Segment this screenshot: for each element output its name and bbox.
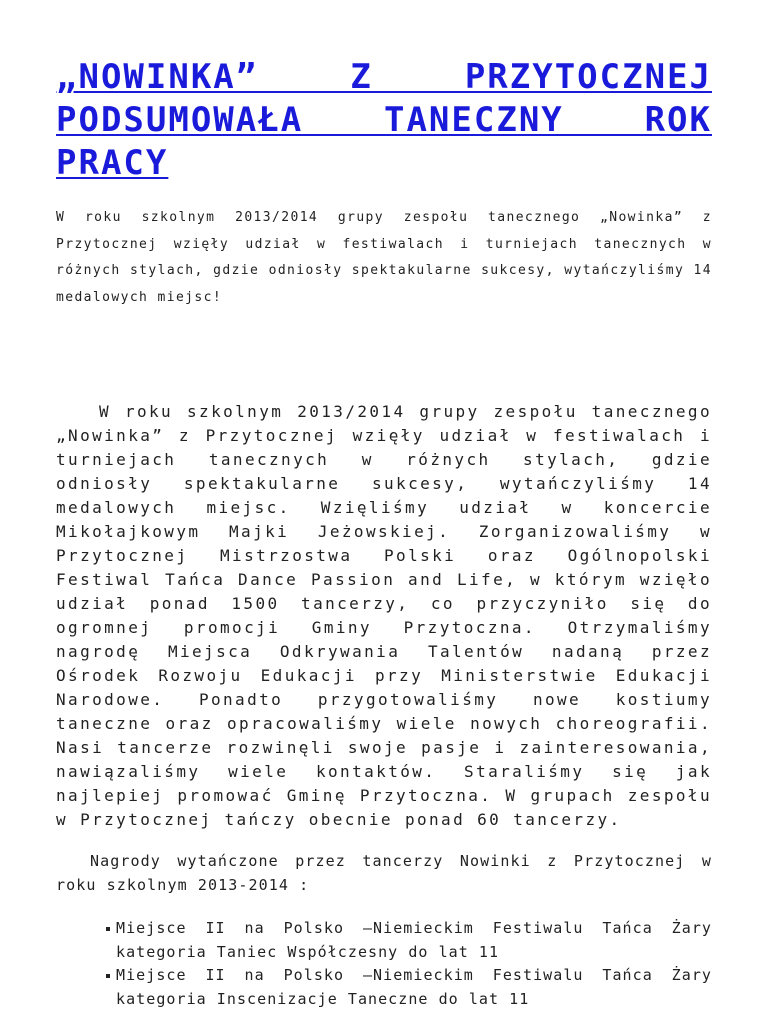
article-excerpt: W roku szkolnym 2013/2014 grupy zespołu tanecznego „Nowinka” z Przytocznej wzięły udział w festiwalach i turniejach tanecznych w różnych stylach, gdzie odniosły spektakularne sukcesy, wytańczyliśmy 14 medalowych miejsc!	[56, 210, 712, 305]
awards-list	[56, 917, 712, 1011]
award-item: Miejsce II na Polsko –Niemieckim Festiwalu Tańca Żary kategoria Inscenizacje Taneczne do lat 11	[116, 964, 712, 1011]
article-title	[56, 56, 712, 185]
award-item: Miejsce II na Polsko –Niemieckim Festiwalu Tańca Żary kategoria Taniec Współczesny do lat 11	[116, 917, 712, 964]
article-body: W roku szkolnym 2013/2014 grupy zespołu tanecznego „Nowinka” z Przytocznej wzięły udział w festiwalach i turniejach tanecznych w różnych stylach, gdzie odniosły spektakularne sukcesy, wytańczyliśmy 14 medalowych miejsc. Wzięliśmy udział w koncercie Mikołajkowym Majki Jeżowskiej. Zorganizowaliśmy w Przytocznej Mistrzostwa Polski oraz Ogólnopolski Festiwal Tańca Dance Passion and Life, w którym wzięło udział ponad 1500 tancerzy, co przyczyniło się do ogromnej promocji Gminy Przytoczna. Otrzymaliśmy nagrodę Miejsca Odkrywania Talentów nadaną przez Ośrodek Rozwoju Edukacji przy Ministerstwie Edukacji Narodowe. Ponadto przygotowaliśmy nowe kostiumy taneczne oraz opracowaliśmy wiele nowych choreografii. Nasi tancerze rozwinęli swoje pasje i zainteresowania, nawiązaliśmy wiele kontaktów. Staraliśmy się jak najlepiej promować Gminę Przytoczna. W grupach zespołu w Przytocznej tańczy obecnie ponad 60 tancerzy.	[56, 402, 712, 829]
awards-intro: Nagrody wytańczone przez tancerzy Nowinki z Przytocznej w roku szkolnym 2013-2014 :	[56, 852, 712, 894]
article	[56, 56, 712, 1011]
article-title-link[interactable]: „NOWINKA” Z PRZYTOCZNEJ PODSUMOWAŁA TANECZNY ROK PRACY	[56, 57, 712, 183]
